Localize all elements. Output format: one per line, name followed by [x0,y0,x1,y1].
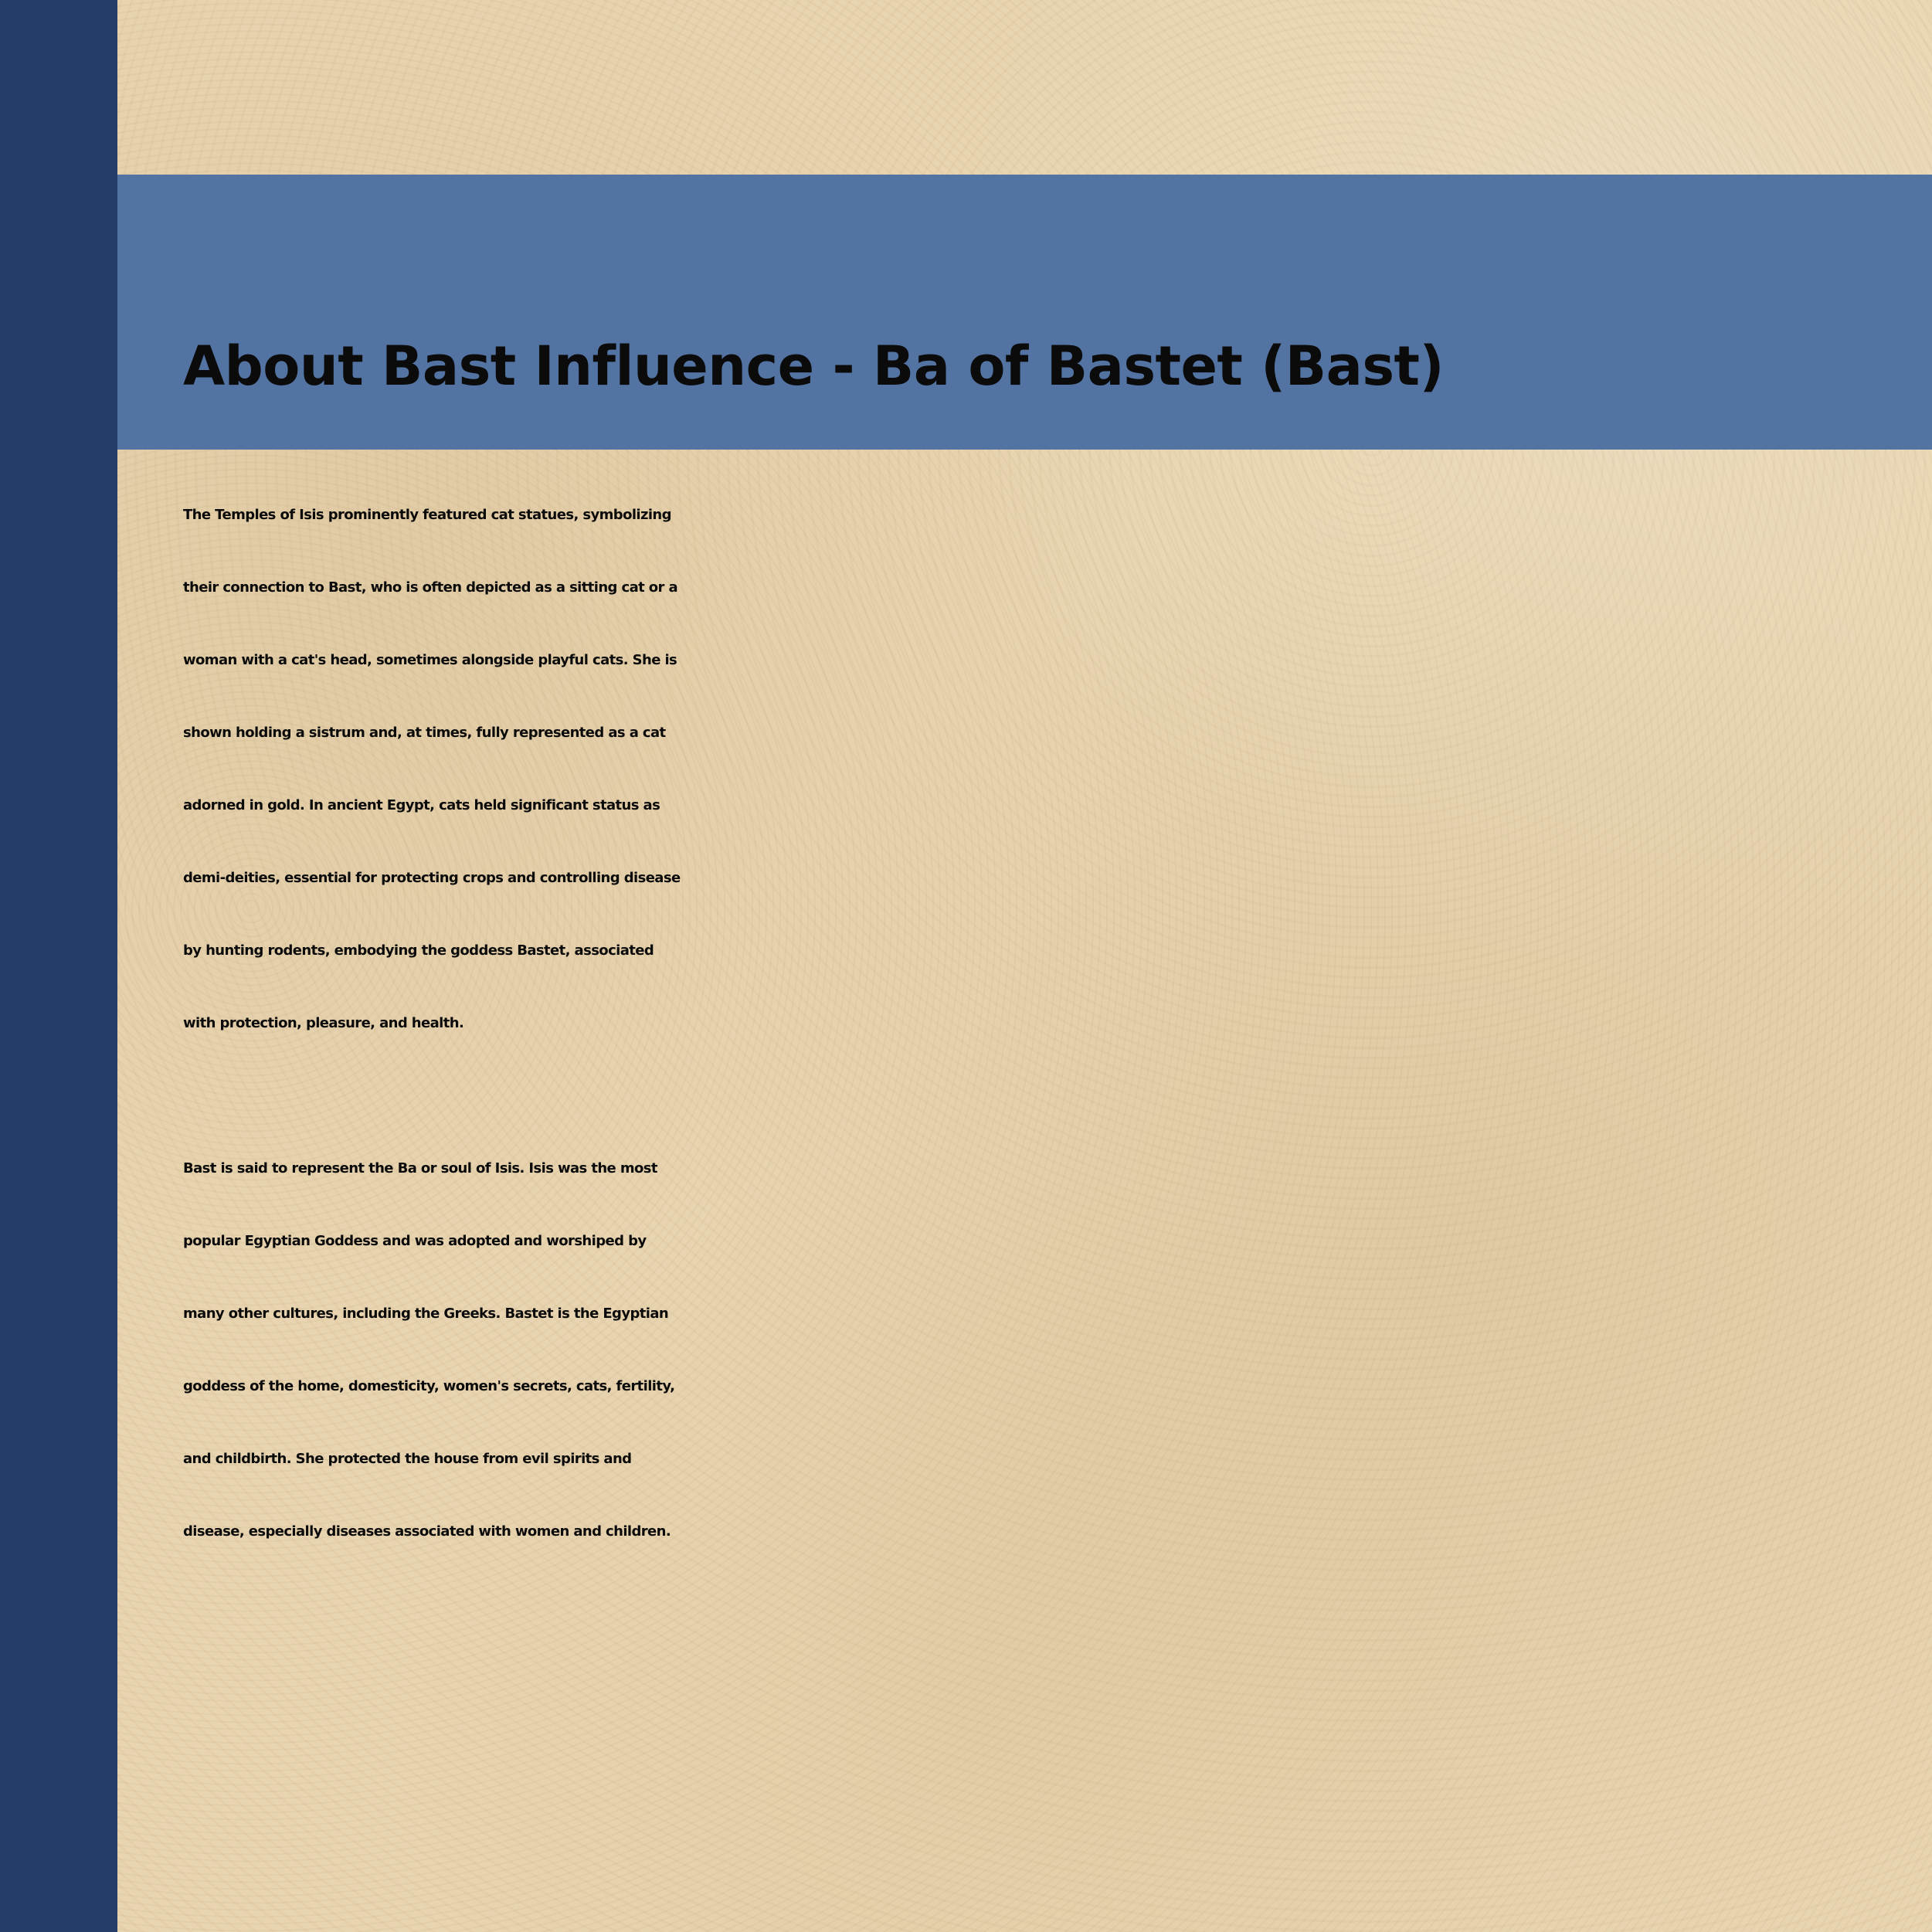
paragraph-2 [183,1132,1913,1568]
paragraph-line: with protection, pleasure, and health. [183,1015,464,1031]
paragraph-line: Bast is said to represent the Ba or soul of Isis. Isis was the most [183,1160,657,1177]
paragraph-line: shown holding a sistrum and, at times, fully represented as a cat [183,725,666,741]
paragraph-line: goddess of the home, domesticity, women's secrets, cats, fertility, [183,1378,675,1394]
header-band [117,175,1932,450]
paragraph-line: woman with a cat's head, sometimes alongside playful cats. She is [183,652,677,668]
paragraph-line: disease, especially diseases associated with women and children. [183,1523,671,1540]
paragraph-line: The Temples of Isis prominently featured cat statues, symbolizing [183,507,671,523]
left-accent-bar [0,0,117,1932]
paragraph-1 [183,479,1913,1060]
paragraph-line: and childbirth. She protected the house from evil spirits and [183,1451,632,1467]
paragraph-line: popular Egyptian Goddess and was adopted and worshiped by [183,1233,647,1249]
paragraph-line: their connection to Bast, who is often depicted as a sitting cat or a [183,579,678,596]
paragraph-line: adorned in gold. In ancient Egypt, cats held significant status as [183,797,660,813]
paragraph-line: many other cultures, including the Greeks. Bastet is the Egyptian [183,1306,669,1322]
paragraph-line: demi-deities, essential for protecting crops and controlling disease [183,870,681,886]
page-title: About Bast Influence - Ba of Bastet (Bast) [183,334,1444,398]
body-text [183,479,1913,1568]
paragraph-line: by hunting rodents, embodying the goddess Bastet, associated [183,942,654,959]
